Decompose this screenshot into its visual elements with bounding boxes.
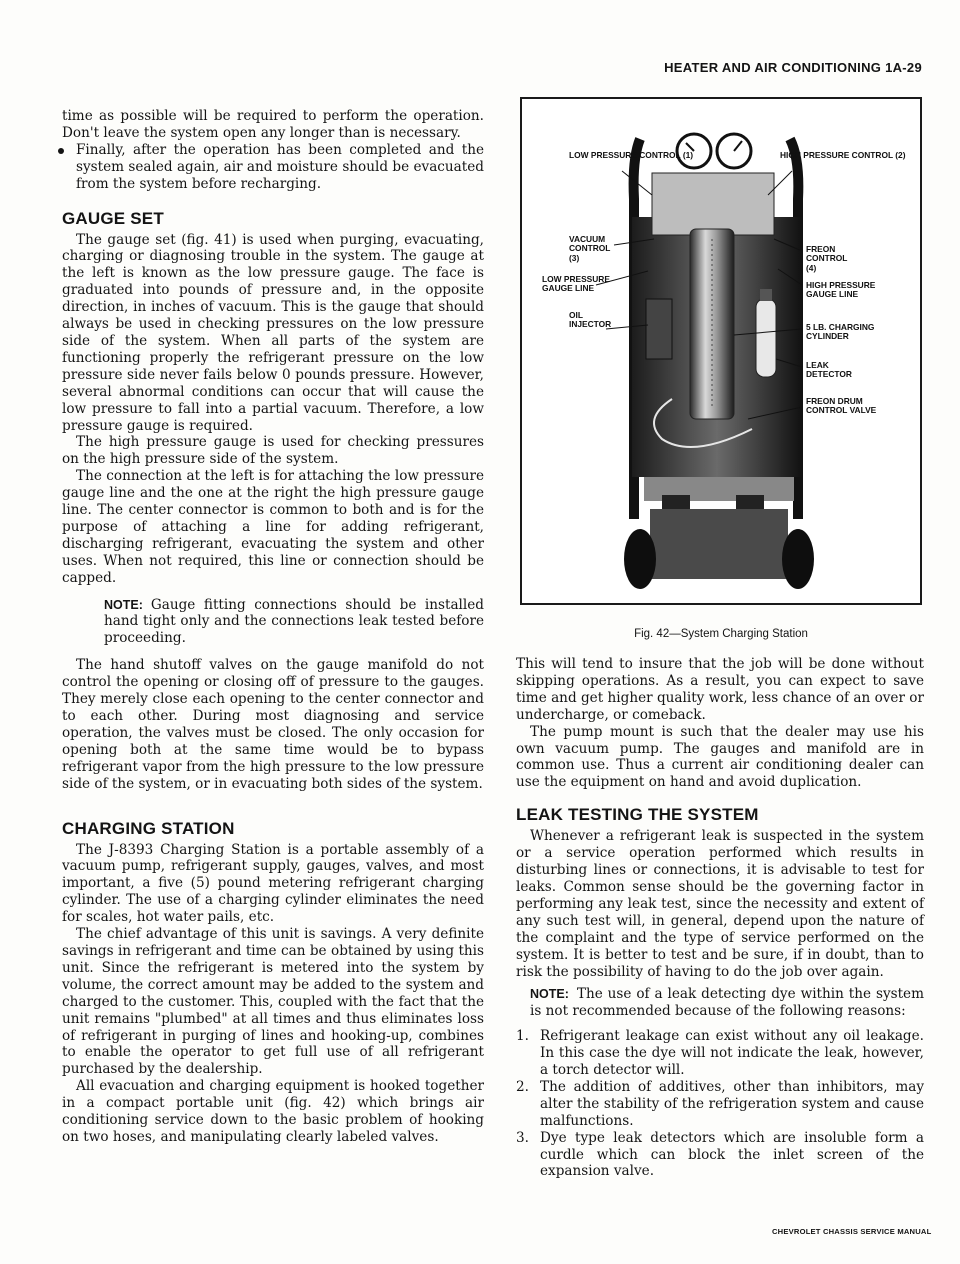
label-oil-injector: OIL INJECTOR: [569, 310, 612, 330]
note-text: Gauge fitting connections should be installed hand tight only and the connections leak tested before proceeding.: [104, 596, 484, 647]
left-column: [62, 108, 484, 1146]
bullet-text: Finally, after the operation has been completed and the system sealed again, air and moisture should be evacuated from the system before recharging.: [76, 141, 484, 192]
list-item: [516, 1130, 924, 1181]
paragraph: The chief advantage of this unit is savings. A very definite savings in refrigerant and time can be obtained by using this unit. Since the refrigerant is metered into the system by volume, the correct amount may be added to the system and charged to the customer. This, coupled with the fact that the unit remains "plumbed" at all times and thus eliminates loss of refrigerant in purging of lines and hooking-up, combines to enable the operator to get full use of all refrigerant purchased by the dealership.: [62, 926, 484, 1078]
label-leak-detector: LEAK DETECTOR: [806, 360, 852, 380]
right-column: [516, 656, 924, 1180]
list-item-number: 3.: [516, 1129, 529, 1146]
list-item-text: Dye type leak detectors which are insoluble form a curdle which can block the inlet screen of the expansion valve.: [540, 1129, 924, 1180]
note: [62, 597, 484, 648]
figure-charging-station: [520, 97, 922, 605]
paragraph: The gauge set (fig. 41) is used when purging, evacuating, charging or diagnosing trouble in the system. The gauge at the left is known as the low pressure gauge. The face is graduated into pounds of pressure and, in the opposite direction, in inches of vacuum. This is the gauge that should always be used in checking pressures on the low pressure side of the system. When all parts of the system are functioning properly the refrigerant pressure on the low pressure side never fails below 0 pounds pressure. However, several abnormal conditions can occur that will cause the low pressure to fall into a partial vacuum. Therefore, a low pressure gauge is required.: [62, 231, 484, 434]
paragraph: Whenever a refrigerant leak is suspected in the system or a service operation performed which results in disturbing lines or connections, it is advisable to test for leaks. Common sense should be the governing factor in performing any leak test, since the necessity and extent of any such test will, in general, depend upon the nature of the complaint and the type of service performed on the system. It is better to test and be sure, if in doubt, than to risk the possibility of having to do the job over again.: [516, 828, 924, 980]
section-heading-charging-station: CHARGING STATION: [62, 818, 235, 838]
paragraph: The connection at the left is for attaching the low pressure gauge line and the one at the right the high pressure gauge line. The center connector is common to both and is for the purpose of attaching a line for adding refrigerant, discharging refrigerant, evacuating the system and other uses. When not required, this line or connection should be capped.: [62, 468, 484, 586]
label-low-pressure-gauge-line: LOW PRESSURE GAUGE LINE: [542, 274, 610, 294]
footer-text: CHEVROLET CHASSIS SERVICE MANUAL: [772, 1227, 932, 1236]
bullet-dot-icon: [58, 148, 64, 154]
paragraph: This will tend to insure that the job will be done without skipping operations. As a result, you can expect to save time and get higher quality work, less chance of an over or undercharge, or comeback.: [516, 656, 924, 723]
numbered-list: [516, 1028, 924, 1180]
label-high-pressure-control: HIGH PRESSURE CONTROL (2): [780, 150, 906, 160]
list-item-number: 1.: [516, 1028, 529, 1045]
paragraph: All evacuation and charging equipment is hooked together in a compact portable unit (fig. 42) which brings air conditioning service down to the basic problem of hooking on two hoses, and manipulating clearly labeled valves.: [62, 1078, 484, 1145]
paragraph: The J-8393 Charging Station is a portable assembly of a vacuum pump, refrigerant supply, gauges, valves, and most important, a five (5) pound metering refrigerant charging cylinder. The use of a charging cylinder eliminates the need for scales, hot water pails, etc.: [62, 841, 484, 926]
intro-paragraph: time as possible will be required to perform the operation. Don't leave the system open any longer than is necessary.: [62, 108, 484, 141]
list-item-text: The addition of additives, other than inhibitors, may alter the stability of the refrigeration system and cause malfunctions.: [540, 1078, 924, 1129]
paragraph: The high pressure gauge is used for checking pressures on the high pressure side of the system.: [62, 434, 484, 468]
paragraph: The hand shutoff valves on the gauge manifold do not control the opening or closing off of pressure to the gauges. They merely close each opening to the center connector and to each other. During most diagnosing and service operation, the valves must be closed. The only occasion for opening both at the same time would be to bypass refrigerant vapor from the high pressure to the low pressure side of the system, or in evacuating both sides of the system.: [62, 657, 484, 792]
note: [516, 986, 924, 1020]
running-head: HEATER AND AIR CONDITIONING 1A-29: [664, 60, 922, 75]
label-vacuum-control: VACUUM CONTROL (3): [569, 234, 611, 263]
paragraph: The pump mount is such that the dealer may use his own vacuum pump. The gauges and manifold are in common use. Thus a current air conditioning dealer can use the equipment on hand and avoid duplication.: [516, 723, 924, 791]
label-low-pressure-control: LOW PRESSURE CONTROL (1): [569, 150, 694, 160]
label-charging-cylinder: 5 LB. CHARGING CYLINDER: [806, 322, 875, 342]
label-freon-drum-control-valve: FREON DRUM CONTROL VALVE: [806, 396, 877, 416]
list-item: [516, 1079, 924, 1130]
list-item-number: 2.: [516, 1078, 529, 1095]
list-item: [516, 1028, 924, 1079]
label-freon-control: FREON CONTROL (4): [806, 244, 848, 273]
section-heading-gauge-set: GAUGE SET: [62, 208, 164, 228]
section-heading-leak-testing: LEAK TESTING THE SYSTEM: [516, 805, 759, 825]
label-high-pressure-gauge-line: HIGH PRESSURE GAUGE LINE: [806, 280, 876, 300]
charging-station-illustration: [522, 99, 920, 603]
figure-caption: Fig. 42—System Charging Station: [634, 628, 808, 640]
bullet-item: [62, 142, 484, 193]
note-label: NOTE:: [104, 597, 143, 612]
note-label: NOTE:: [530, 987, 569, 1002]
list-item-text: Refrigerant leakage can exist without any oil leakage. In this case the dye will not indicate the leak, however, a torch detector will.: [540, 1028, 924, 1079]
note-text: The use of a leak detecting dye within the system is not recommended because of the following reasons:: [530, 986, 924, 1020]
